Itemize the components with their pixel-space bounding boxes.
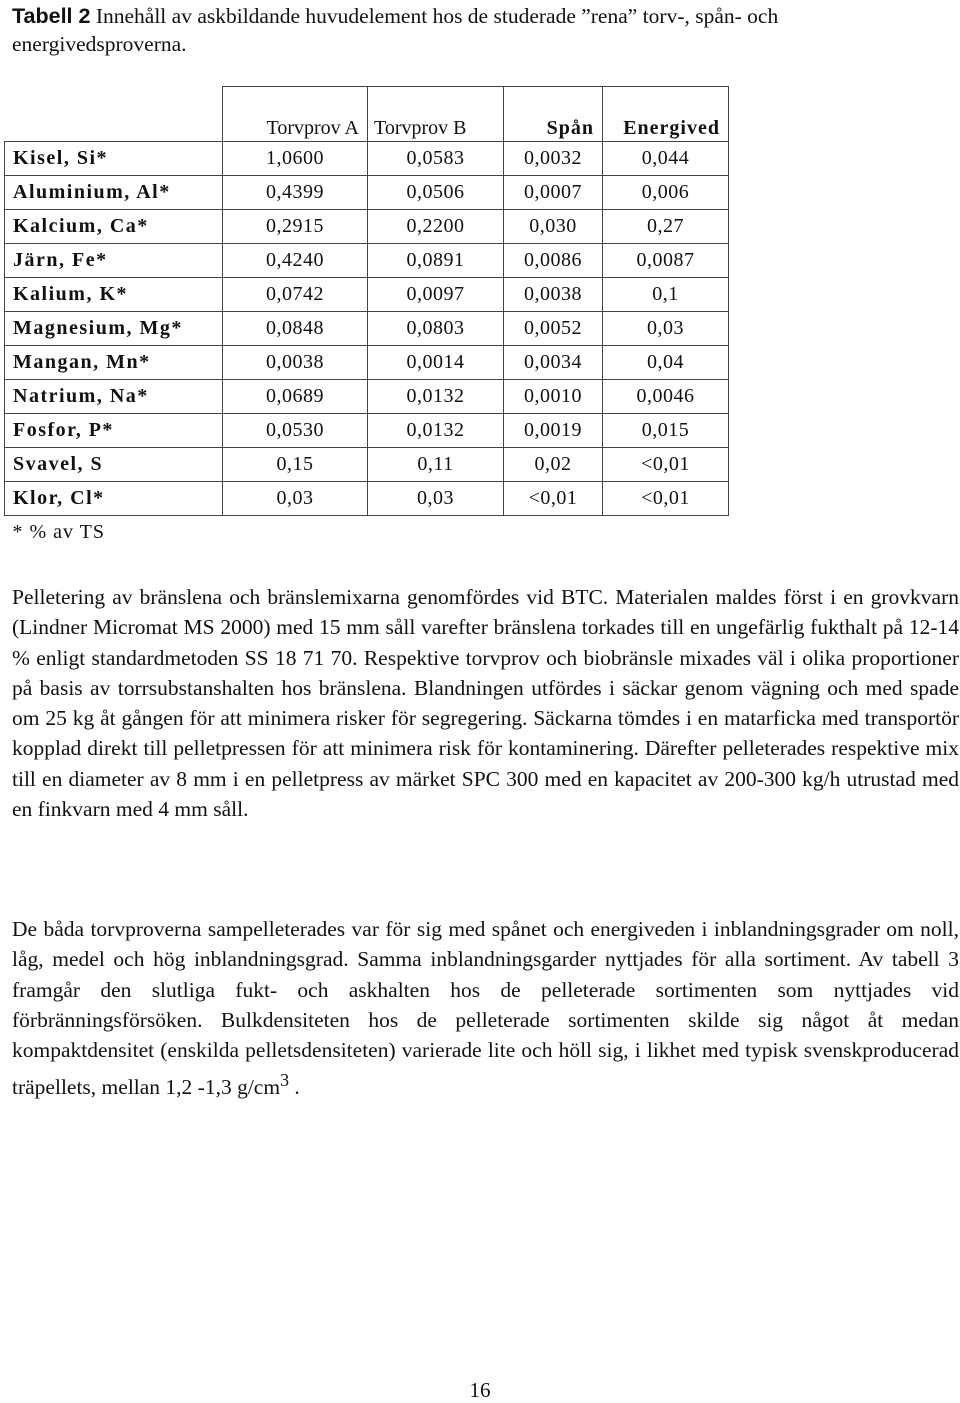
table-cell: 0,030 — [504, 210, 603, 244]
table-cell: 0,03 — [368, 482, 504, 516]
table-cell: 0,0097 — [368, 278, 504, 312]
table-cell: 0,03 — [603, 312, 729, 346]
header-torvprov-b: Torvprov B — [368, 87, 504, 142]
table-footnote-row — [5, 516, 729, 550]
header-span: Spån — [504, 87, 603, 142]
table-cell: 0,0742 — [223, 278, 368, 312]
table-footnote: * % av TS — [12, 521, 106, 543]
table-cell: 0,0019 — [504, 414, 603, 448]
page-number: 16 — [469, 1378, 491, 1402]
table-row — [5, 482, 729, 516]
table-cell: 0,2200 — [368, 210, 504, 244]
ash-elements-table — [4, 86, 729, 549]
table-cell: 0,02 — [504, 448, 603, 482]
table-cell: 0,15 — [223, 448, 368, 482]
table-header-corner — [5, 87, 223, 142]
table-cell: 0,03 — [223, 482, 368, 516]
table-cell: 0,044 — [603, 142, 729, 176]
row-label: Kalcium, Ca* — [5, 210, 223, 244]
table-cell: 0,4399 — [223, 176, 368, 210]
row-label: Natrium, Na* — [5, 380, 223, 414]
table-cell: 0,0014 — [368, 346, 504, 380]
table-cell: 0,0848 — [223, 312, 368, 346]
paragraph-pelletering: Pelletering av bränslena och bränslemixarna genomfördes vid BTC. Materialen maldes först i en grovkvarn (Lindner Micromat MS 2000) med 15 mm såll varefter bränslena torkades till en ungefärlig fukthalt på 12-14 % enligt standardmetoden SS 18 71 70. Respektive torvprov och biobränsle mixades väl i olika proportioner på basis av torrsubstanshalten hos bränslena. Blandningen utfördes i säckar genom vägning och med spade om 25 kg åt gången för att minimera risker för segregering. Säckarna tömdes i en matarficka med transportör kopplad direkt till pelletpressen för att minimera risk för kontaminering. Därefter pelleterades respektive mix till en diameter av 8 mm i en pelletpress av märket SPC 300 med en kapacitet av 200-300 kg/h utrustad med en finkvarn med 4 mm såll. — [12, 585, 959, 822]
paragraph-sampelletering — [12, 914, 959, 1103]
table-row — [5, 380, 729, 414]
table-cell: 0,0689 — [223, 380, 368, 414]
table-cell: 0,0010 — [504, 380, 603, 414]
table-row — [5, 176, 729, 210]
table-cell: 0,0132 — [368, 380, 504, 414]
table-cell: <0,01 — [504, 482, 603, 516]
paragraph-sampelletering-text: De båda torvproverna sampelleterades var för sig med spånet och energiveden i inblandningsgrader om noll, låg, medel och hög inblandningsgrad. Samma inblandningsgarder nyttjades för alla sortiment. Av tabell 3 framgår den slutliga fukt- och askhalten hos de pelleterade sortimenten som nyttjades vid förbränningsförsöken. Bulkdensiteten hos de pelleterade sortimenten skilde sig något åt medan kompaktdensitet (enskilda pelletsdensiteten) varierade lite och höll sig, i likhet med typisk svenskproducerad träpellets, mellan 1,2 -1,3 g/cm — [12, 917, 959, 1100]
table-row — [5, 210, 729, 244]
table-cell: 0,2915 — [223, 210, 368, 244]
table-cell: 0,0087 — [603, 244, 729, 278]
row-label: Magnesium, Mg* — [5, 312, 223, 346]
table-caption-label: Tabell 2 — [12, 4, 91, 28]
table-cell: 0,0891 — [368, 244, 504, 278]
row-label: Klor, Cl* — [5, 482, 223, 516]
table-cell: 0,0506 — [368, 176, 504, 210]
table-cell: 0,0046 — [603, 380, 729, 414]
table-row — [5, 142, 729, 176]
row-label: Fosfor, P* — [5, 414, 223, 448]
table-cell: 0,0007 — [504, 176, 603, 210]
table-cell: 0,0038 — [223, 346, 368, 380]
row-label: Aluminium, Al* — [5, 176, 223, 210]
table-cell: 0,015 — [603, 414, 729, 448]
table-cell: 0,0052 — [504, 312, 603, 346]
table-cell: 0,0803 — [368, 312, 504, 346]
row-label: Mangan, Mn* — [5, 346, 223, 380]
table-row — [5, 414, 729, 448]
table-row — [5, 278, 729, 312]
table-cell: 0,0086 — [504, 244, 603, 278]
table-cell: 0,11 — [368, 448, 504, 482]
table-cell: <0,01 — [603, 482, 729, 516]
table-cell: 0,1 — [603, 278, 729, 312]
row-label: Kalium, K* — [5, 278, 223, 312]
table-cell: 0,0034 — [504, 346, 603, 380]
paragraph-sampelletering-end: . — [289, 1075, 300, 1100]
table-cell: 0,0530 — [223, 414, 368, 448]
table-cell: 1,0600 — [223, 142, 368, 176]
table-cell: 0,0032 — [504, 142, 603, 176]
table-row — [5, 312, 729, 346]
table-cell: 0,006 — [603, 176, 729, 210]
table-caption-text: Innehåll av askbildande huvudelement hos de studerade ”rena” torv-, spån- och energivedsproverna. — [12, 4, 779, 56]
table-cell: 0,0132 — [368, 414, 504, 448]
table-row — [5, 448, 729, 482]
row-label: Svavel, S — [5, 448, 223, 482]
table-cell: <0,01 — [603, 448, 729, 482]
table-cell: 0,27 — [603, 210, 729, 244]
header-torvprov-a: Torvprov A — [223, 87, 368, 142]
table-caption — [12, 2, 957, 58]
table-row — [5, 346, 729, 380]
row-label: Järn, Fe* — [5, 244, 223, 278]
table-cell: 0,0038 — [504, 278, 603, 312]
table-cell: 0,4240 — [223, 244, 368, 278]
superscript-3: 3 — [280, 1070, 290, 1091]
table-cell: 0,0583 — [368, 142, 504, 176]
table-header-row — [5, 87, 729, 142]
header-energived: Energived — [603, 87, 729, 142]
table-row — [5, 244, 729, 278]
row-label: Kisel, Si* — [5, 142, 223, 176]
table-cell: 0,04 — [603, 346, 729, 380]
